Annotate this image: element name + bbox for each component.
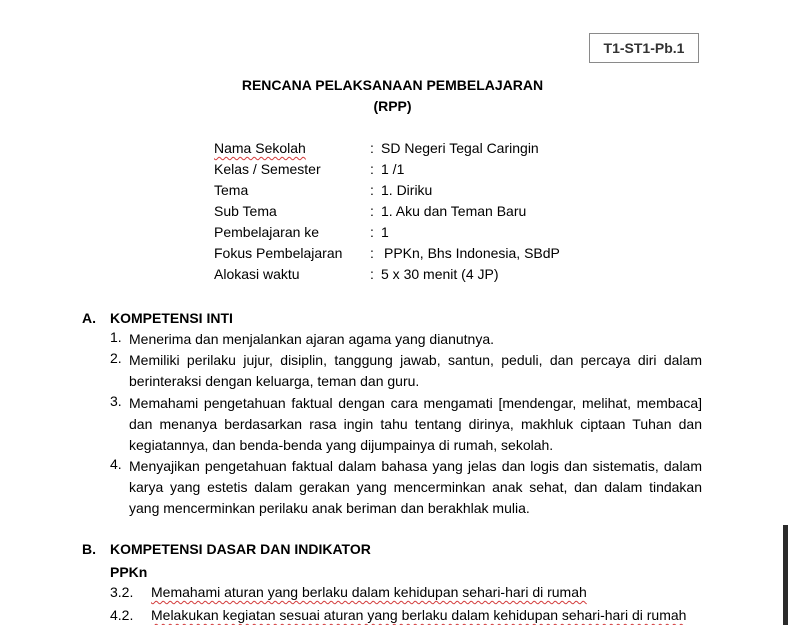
window-edge-divider: [783, 525, 788, 625]
ki-item-number: 4.: [110, 456, 122, 472]
section-a-title: KOMPETENSI INTI: [110, 310, 233, 326]
identity-colon: :: [370, 140, 374, 156]
document-title: RENCANA PELAKSANAAN PEMBELAJARAN: [241, 77, 544, 93]
kd-item-number: 4.2.: [110, 607, 134, 623]
section-b-title: KOMPETENSI DASAR DAN INDIKATOR: [110, 541, 371, 557]
identity-label: Pembelajaran ke: [214, 224, 320, 240]
ki-item-text: Menyajikan pengetahuan faktual dalam bahasa yang jelas dan logis dan sistematis, dalam karya yang estetis dalam gerakan yang mencerminkan anak sehat, dan dalam tindakan yang mencerminkan perilaku anak beriman dan berakhlak mulia.: [129, 458, 702, 516]
identity-colon: :: [370, 203, 374, 219]
identity-label: Sub Tema: [214, 203, 277, 219]
ki-item-text: Menerima dan menjalankan ajaran agama yang dianutnya.: [129, 331, 495, 347]
identity-label: Kelas / Semester: [214, 161, 321, 177]
ki-item-text: Memahami pengetahuan faktual dengan cara mengamati [mendengar, melihat, membaca] dan menanya berdasarkan rasa ingin tahu tentang dirinya, makhluk ciptaan Tuhan dan kegiatannya, dan benda-benda yang dijumpainya di rumah, sekolah.: [129, 395, 702, 453]
identity-label: Alokasi waktu: [214, 266, 300, 282]
ki-item-number: 1.: [110, 329, 122, 345]
kd-item-text: Memahami aturan yang berlaku dalam kehidupan sehari-hari di rumah: [151, 584, 587, 600]
identity-value: SD Negeri Tegal Caringin: [381, 140, 539, 156]
ki-item-number: 3.: [110, 393, 122, 409]
ki-item-number: 2.: [110, 350, 122, 366]
ki-item-text: Memiliki perilaku jujur, disiplin, tanggung jawab, santun, peduli, dan percaya diri dalam berinteraksi dengan keluarga, teman dan guru.: [129, 352, 702, 389]
kd-item-text: Melakukan kegiatan sesuai aturan yang berlaku dalam kehidupan sehari-hari di rumah: [151, 607, 687, 623]
kd-item-number: 3.2.: [110, 584, 134, 600]
identity-label: Nama Sekolah: [214, 140, 306, 156]
section-b-letter: B.: [82, 541, 96, 557]
identity-value: 1. Aku dan Teman Baru: [381, 203, 527, 219]
identity-colon: :: [370, 161, 374, 177]
section-a-letter: A.: [82, 310, 96, 326]
identity-colon: :: [370, 266, 374, 282]
identity-value: 1: [381, 224, 389, 240]
document-code-badge: T1-ST1-Pb.1: [589, 33, 699, 63]
document-subtitle: (RPP): [373, 98, 412, 114]
identity-value: 1 /1: [381, 161, 405, 177]
identity-colon: :: [370, 245, 374, 261]
identity-value: PPKn, Bhs Indonesia, SBdP: [384, 245, 560, 261]
identity-colon: :: [370, 224, 374, 240]
identity-colon: :: [370, 182, 374, 198]
subject-heading: PPKn: [110, 564, 148, 580]
identity-value: 1. Diriku: [381, 182, 433, 198]
identity-label: Fokus Pembelajaran: [214, 245, 343, 261]
identity-value: 5 x 30 menit (4 JP): [381, 266, 499, 282]
identity-label: Tema: [214, 182, 249, 198]
